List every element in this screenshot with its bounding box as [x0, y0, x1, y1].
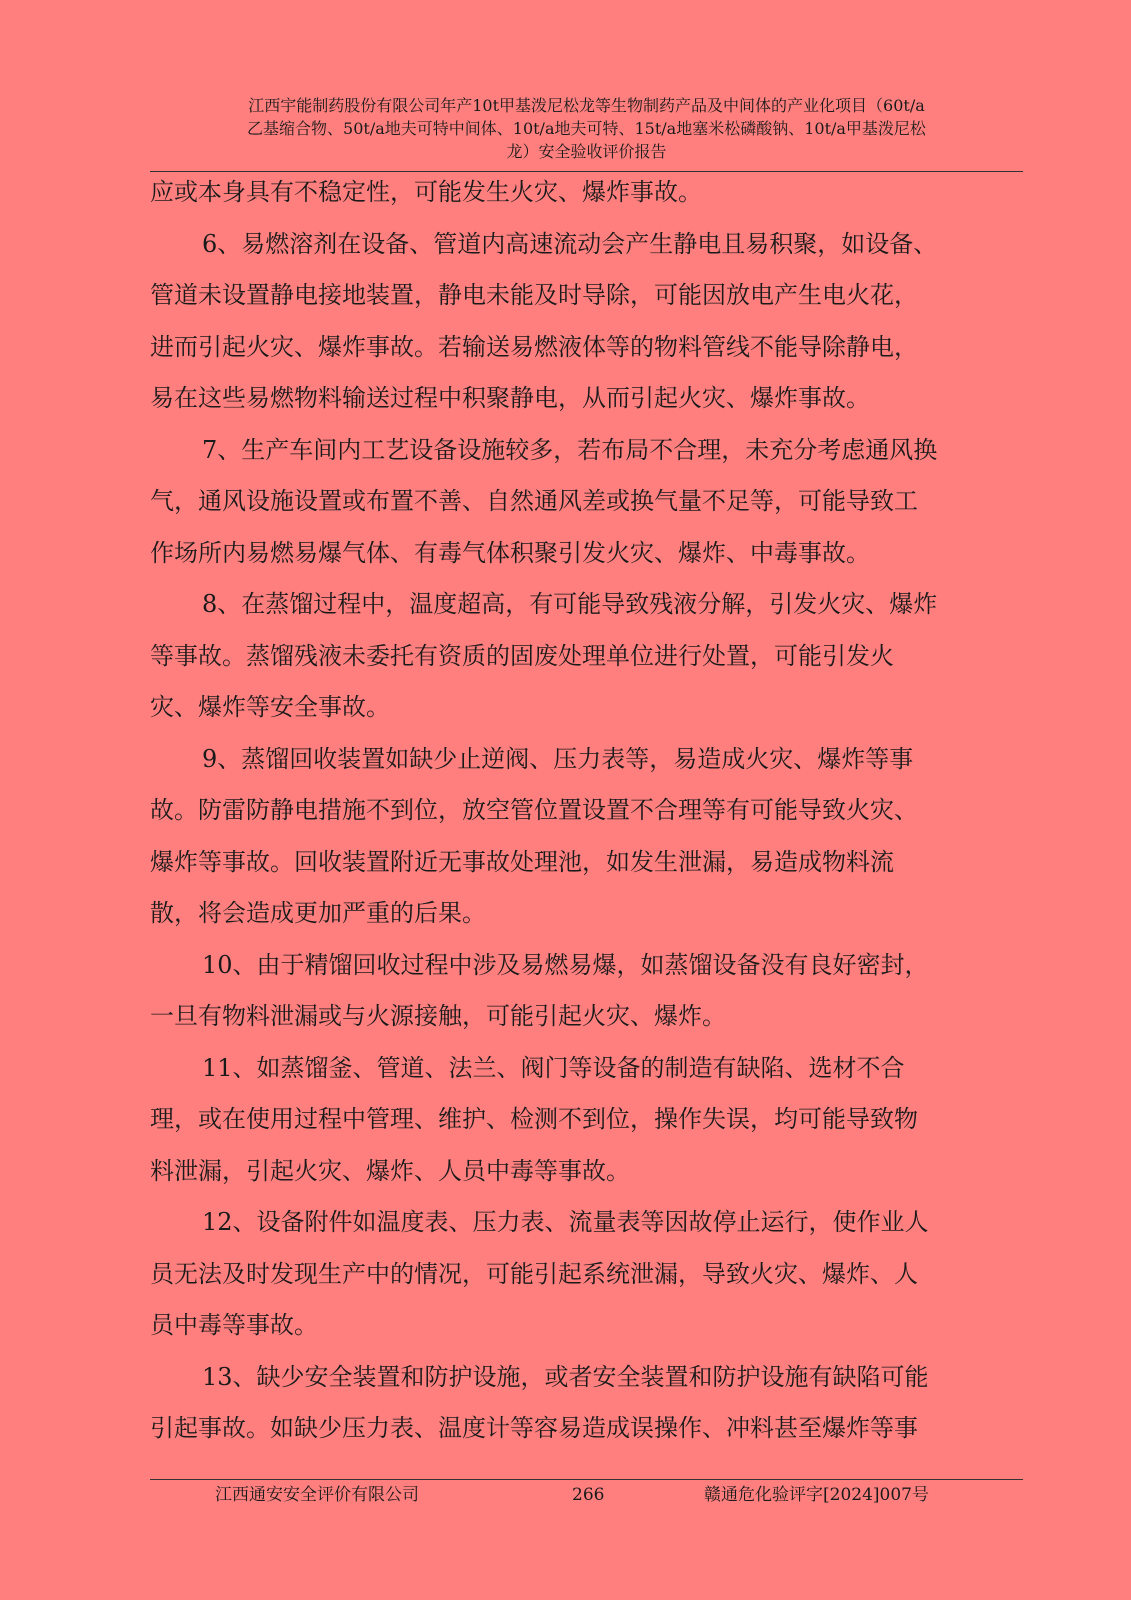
- body-line: 爆炸等事故。回收装置附近无事故处理池，如发生泄漏，易造成物料流: [150, 847, 894, 876]
- body-line: 一旦有物料泄漏或与火源接触，可能引起火灾、爆炸。: [150, 1002, 726, 1030]
- body-text: [150, 167, 1023, 1455]
- footer-divider: [150, 1479, 1023, 1480]
- body-line: 等事故。蒸馏残液未委托有资质的固废处理单位进行处置，可能引发火: [150, 641, 894, 670]
- paragraph-8-first-line: 8、在蒸馏过程中，温度超高，有可能导致残液分解，引发火灾、爆炸: [202, 590, 938, 618]
- footer-doc-number: 赣通危化验评字[2024]007号: [704, 1485, 929, 1505]
- header-line-3: 龙）安全验收评价报告: [506, 142, 667, 161]
- paragraph-6-first-line: 6、易燃溶剂在设备、管道内高速流动会产生静电且易积聚，如设备、: [202, 229, 938, 258]
- body-line: 应或本身具有不稳定性，可能发生火灾、爆炸事故。: [150, 178, 702, 206]
- paragraph-9-first-line: 9、蒸馏回收装置如缺少止逆阀、压力表等，易造成火灾、爆炸等事: [202, 744, 914, 773]
- body-line: 理，或在使用过程中管理、维护、检测不到位，操作失误，均可能导致物: [150, 1105, 918, 1133]
- body-line: 灾、爆炸等安全事故。: [150, 693, 390, 721]
- paragraph-12-first-line: 12、设备附件如温度表、压力表、流量表等因故停止运行，使作业人: [202, 1208, 929, 1236]
- paragraph-11-first-line: 11、如蒸馏釜、管道、法兰、阀门等设备的制造有缺陷、选材不合: [202, 1053, 905, 1082]
- body-line: 管道未设置静电接地装置，静电未能及时导除，可能因放电产生电火花，: [150, 281, 918, 309]
- header-line-2: 乙基缩合物、50t/a地夫可特中间体、10t/a地夫可特、15t/a地塞米松磷酸钠、10t/a甲基泼尼松: [247, 119, 926, 138]
- body-line: 进而引起火灾、爆炸事故。若输送易燃液体等的物料管线不能导除静电，: [150, 332, 918, 361]
- body-line: 员无法及时发现生产中的情况，可能引起系统泄漏，导致火灾、爆炸、人: [150, 1259, 918, 1288]
- page-header: [150, 94, 1023, 163]
- body-line: 料泄漏，引起火灾、爆炸、人员中毒等事故。: [150, 1156, 630, 1185]
- body-line: 员中毒等事故。: [150, 1311, 318, 1339]
- paragraph-10-first-line: 10、由于精馏回收过程中涉及易燃易爆，如蒸馏设备没有良好密封，: [202, 950, 929, 979]
- page-number: 266: [572, 1485, 605, 1505]
- paragraph-7-first-line: 7、生产车间内工艺设备设施较多，若布局不合理，未充分考虑通风换: [202, 435, 938, 464]
- body-line: 引起事故。如缺少压力表、温度计等容易造成误操作、冲料甚至爆炸等事: [150, 1414, 918, 1442]
- body-line: 散，将会造成更加严重的后果。: [150, 899, 486, 927]
- body-line: 故。防雷防静电措施不到位，放空管位置设置不合理等有可能导致火灾、: [150, 796, 918, 824]
- body-line: 作场所内易燃易爆气体、有毒气体积聚引发火灾、爆炸、中毒事故。: [150, 538, 870, 567]
- header-line-1: 江西宇能制药股份有限公司年产10t甲基泼尼松龙等生物制药产品及中间体的产业化项目（60t/a: [248, 96, 925, 115]
- body-line: 气，通风设施设置或布置不善、自然通风差或换气量不足等，可能导致工: [150, 487, 918, 515]
- paragraph-13-first-line: 13、缺少安全装置和防护设施，或者安全装置和防护设施有缺陷可能: [202, 1362, 929, 1391]
- body-line: 易在这些易燃物料输送过程中积聚静电，从而引起火灾、爆炸事故。: [150, 384, 870, 412]
- footer-company: 江西通安安全评价有限公司: [215, 1485, 419, 1505]
